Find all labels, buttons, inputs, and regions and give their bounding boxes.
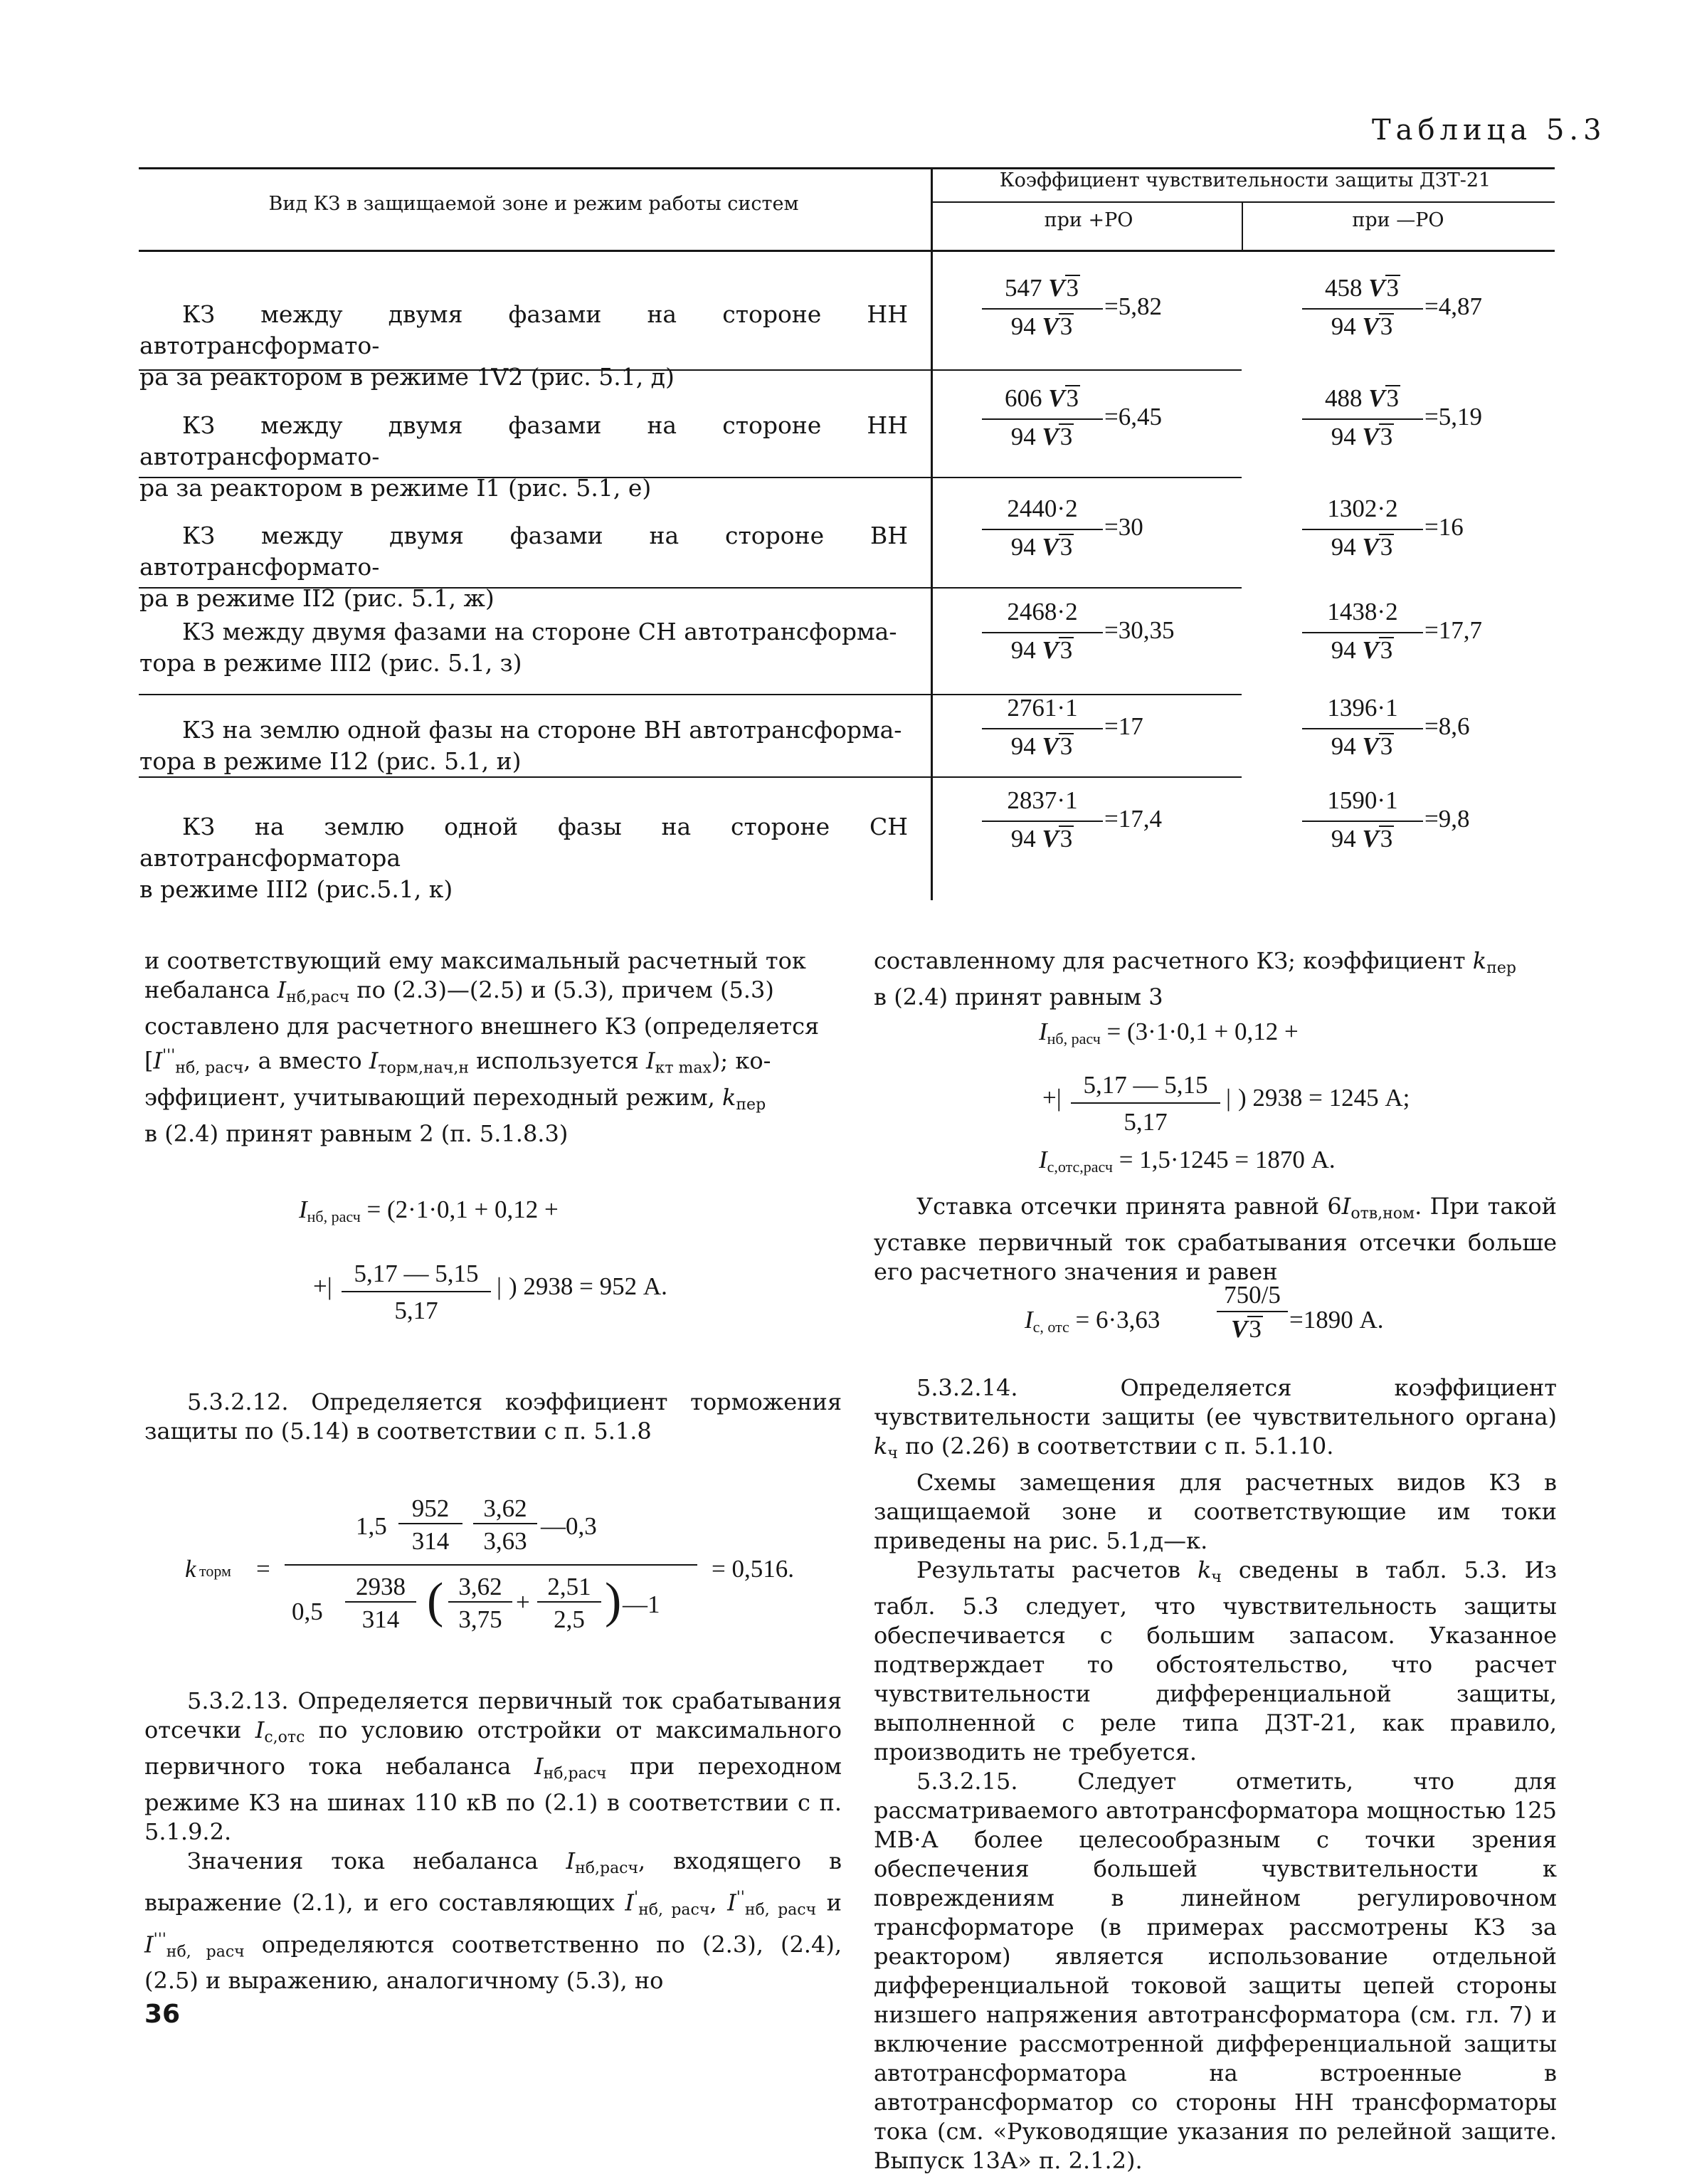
table-row-description: КЗ между двумя фазами на стороне ВН автотрансформато- ра в режиме II2 (рис. 5.1, ж) bbox=[139, 522, 908, 612]
fraction-numerator: 458 V3 bbox=[1324, 274, 1400, 302]
table-row-description: КЗ между двумя фазами на стороне НН автотрансформато- ра за реактором в режиме 1V2 (рис. 5.1, д) bbox=[139, 300, 908, 391]
fraction-result: =5,19 bbox=[1424, 403, 1482, 431]
fraction-result: =5,82 bbox=[1104, 292, 1162, 320]
fraction-denominator: 94 V3 bbox=[1331, 312, 1393, 340]
fraction-denominator: 94 V3 bbox=[1010, 636, 1073, 664]
left-paragraph-1: и соответствующий ему максимальный расчетный ток небаланса $I_{нб,расч}$ по (2.3)—(2.5) и (5.3), причем (5.3) составлено для расчетного внешнего КЗ (определяется [$I'''_{нб, расч}$, а вместо $I_{торм,нач,н}$ используется $I_{кт max}$); ко- эффициент, учитывающий переходный режим, $k_{пер}$ в (2.4) принят равным 2 (п. 5.1.8.3) bbox=[144, 947, 820, 1147]
coefficient-fraction-p bbox=[982, 598, 1252, 676]
coefficient-fraction-m bbox=[1302, 495, 1572, 573]
coefficient-fraction-p bbox=[982, 384, 1252, 463]
coefficient-fraction-p bbox=[982, 694, 1252, 772]
table-row-description: КЗ между двумя фазами на стороне НН автотрансформато- ра за реактором в режиме I1 (рис. 5.1, е) bbox=[139, 411, 908, 502]
fraction-denominator: 94 V3 bbox=[1010, 533, 1073, 561]
header-col-coef: Коэффициент чувствительности защиты ДЗТ-21 bbox=[999, 169, 1491, 191]
fraction-denominator: 94 V3 bbox=[1331, 636, 1393, 664]
coefficient-fraction-m bbox=[1302, 274, 1572, 352]
fraction-numerator: 2440·2 bbox=[1007, 495, 1078, 522]
fraction-denominator: 94 V3 bbox=[1331, 732, 1393, 760]
fraction-denominator: 94 V3 bbox=[1331, 825, 1393, 853]
left-paragraph-3: 5.3.2.13. Определяется первичный ток срабатывания отсечки $I_{с,отс}$ по условию отстройки от максимального первичного тока небаланса $I_{нб,расч}$ при переходном режиме КЗ на шинах 110 кВ по (2.1) в соответствии с п. 5.1.9.2. Значения тока небаланса $I_{нб,расч}$, входящего в выражение (2.1), и его составляющих $I'_{нб, расч}$, $I''_{нб, расч}$ и $I'''_{нб, расч}$ определяются соответственно по (2.3), (2.4), (2.5) и выражению, аналогичному (5.3), но bbox=[144, 1687, 842, 1995]
table-row-description: КЗ на землю одной фазы на стороне СН автотрансформатора в режиме III2 (рис.5.1, к) bbox=[139, 813, 908, 903]
fraction-numerator: 2761·1 bbox=[1007, 694, 1078, 722]
right-paragraph-2: Уставка отсечки принята равной $6I_{отв,ном}$. При такой уставке первичный ток срабатывания отсечки больше его расчетного значения и равен bbox=[874, 1193, 1557, 1285]
left-paragraph-2: 5.3.2.12. Определяется коэффициент торможения защиты по (5.14) в соответствии с п. 5.1.8 bbox=[144, 1388, 842, 1445]
fraction-result: =17,7 bbox=[1424, 616, 1482, 644]
fraction-result: =30 bbox=[1104, 513, 1143, 541]
formula-inb-rasch-2: $I_{нб, расч} = (3\cdot 1\cdot 0,1 + 0,12$ + bbox=[1039, 1018, 1299, 1048]
fraction-denominator: 94 V3 bbox=[1010, 732, 1073, 760]
formula-ktorm: k торм = 1,5 952 314 3,62 3,63 —0,3 0,5 2938 314 ( 3,62 3,75 + 2,51 2,5 ) —1 = 0,516. bbox=[185, 1494, 794, 1633]
header-col-type: Вид КЗ в защищаемой зоне и режим работы систем bbox=[268, 193, 799, 215]
table-col-divider bbox=[931, 167, 933, 900]
header-sub-divider bbox=[1242, 201, 1243, 250]
formula-ic-ots: $I_{с, отс} = 6\cdot 3,63$ 750/5 V3 =1890 А. bbox=[1025, 1281, 1384, 1343]
fraction-result: =4,87 bbox=[1424, 292, 1482, 320]
table-row-description: КЗ на землю одной фазы на стороне ВН автотрансформа- тора в режиме I12 (рис. 5.1, и) bbox=[139, 716, 902, 775]
header-sub-minus: при —РО bbox=[1352, 209, 1444, 231]
fraction-result: =30,35 bbox=[1104, 616, 1175, 644]
fraction-numerator: 2468·2 bbox=[1007, 598, 1078, 626]
fraction-denominator: 94 V3 bbox=[1010, 423, 1073, 450]
coefficient-fraction-m bbox=[1302, 786, 1572, 865]
fraction-numerator: 2837·1 bbox=[1007, 786, 1078, 814]
fraction-result: =8,6 bbox=[1424, 712, 1470, 740]
fraction-result: =6,45 bbox=[1104, 403, 1162, 431]
right-paragraph-1: составленному для расчетного КЗ; коэффициент $k_{пер}$ в (2.4) принят равным 3 bbox=[874, 947, 1516, 1011]
formula-ic-ots-rasch: $I_{с,отс,расч} = 1,5\cdot 1245 = 1870$ А. bbox=[1039, 1146, 1336, 1176]
fraction-denominator: 94 V3 bbox=[1331, 423, 1393, 450]
coefficient-fraction-p bbox=[982, 274, 1252, 352]
header-bottom-rule bbox=[139, 250, 1555, 252]
right-paragraph-3: 5.3.2.14. Определяется коэффициент чувствительности защиты (ее чувствительного органа) $k_ч$ по (2.26) в соответствии с п. 5.1.10. Схемы замещения для расчетных видов КЗ в защищаемой зоне и соответствующие им токи приведены на рис. 5.1,д—к. Результаты расчетов $k_ч$ сведены в табл. 5.3. Из табл. 5.3 следует, что чувствительность защиты обеспечивается с большим запасом. Указанное подтверждает то обстоятельство, что расчет чувствительности дифференциальной защиты, выполненной с реле типа ДЗТ-21, как правило, производить не требуется. 5.3.2.15. Следует отметить, что для рассматриваемого автотрансформатора мощностью 125 МВ·А более целесообразным с точки зрения обеспечения большей чувствительности к повреждениям в линейном регулировочном трансформаторе (в примерах рассмотрены КЗ за реактором) является использование отдельной дифференциальной токовой защиты цепей стороны низшего напряжения автотрансформатора (см. гл. 7) и включение рассмотренной дифференциальной защиты автотрансформатора на встроенные в автотрансформатор со стороны НН трансформаторы тока (см. «Руководящие указания по релейной защите. Выпуск 13А» п. 2.1.2). bbox=[874, 1374, 1558, 2174]
coefficient-fraction-m bbox=[1302, 384, 1572, 463]
header-sub-plus: при +РО bbox=[1044, 209, 1133, 231]
formula-inb-rasch-1: $I_{нб, расч} = (2\cdot 1\cdot 0,1 + 0,12$ + bbox=[299, 1196, 559, 1225]
table-caption: Таблица 5.3 bbox=[1372, 114, 1607, 147]
coefficient-fraction-p bbox=[982, 495, 1252, 573]
fraction-denominator: 94 V3 bbox=[1331, 533, 1393, 561]
fraction-numerator: 1302·2 bbox=[1327, 495, 1398, 522]
coefficient-fraction-p bbox=[982, 786, 1252, 865]
fraction-numerator: 1396·1 bbox=[1327, 694, 1398, 722]
fraction-result: =17 bbox=[1104, 712, 1143, 740]
fraction-numerator: 488 V3 bbox=[1324, 384, 1400, 412]
fraction-denominator: 94 V3 bbox=[1010, 825, 1073, 853]
fraction-result: =17,4 bbox=[1104, 805, 1162, 833]
coefficient-fraction-m bbox=[1302, 598, 1572, 676]
page-number: 36 bbox=[144, 2000, 181, 2029]
header-sub-rule bbox=[932, 201, 1555, 203]
fraction-result: =9,8 bbox=[1424, 805, 1470, 833]
table-row-description: КЗ между двумя фазами на стороне СН автотрансформа- тора в режиме III2 (рис. 5.1, з) bbox=[139, 618, 897, 677]
fraction-numerator: 606 V3 bbox=[1004, 384, 1079, 412]
fraction-result: =16 bbox=[1424, 513, 1464, 541]
fraction-numerator: 547 V3 bbox=[1004, 274, 1079, 302]
fraction-denominator: 94 V3 bbox=[1010, 312, 1073, 340]
fraction-numerator: 1590·1 bbox=[1327, 786, 1398, 814]
coefficient-fraction-m bbox=[1302, 694, 1572, 772]
fraction-numerator: 1438·2 bbox=[1327, 598, 1398, 626]
